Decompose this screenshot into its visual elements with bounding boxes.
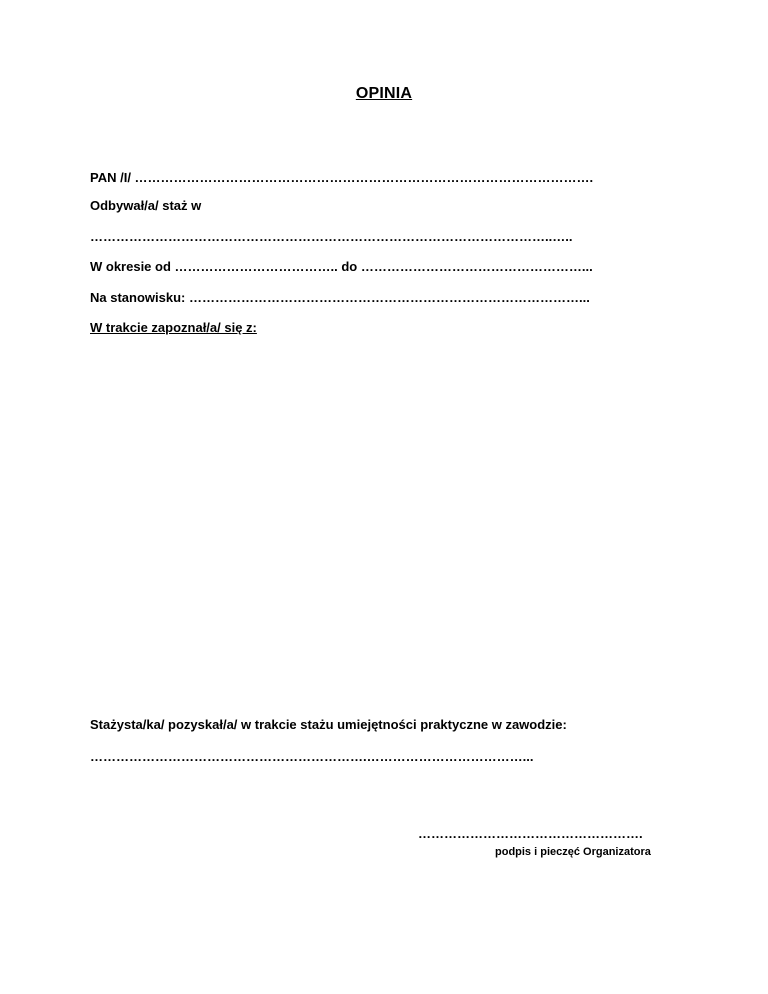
- signature-dots: …………………………………………….: [418, 826, 643, 841]
- period-line: W okresie od ……………………………….. do ……………………………………………...: [90, 259, 593, 274]
- familiarized-heading: W trakcie zapoznał/a/ się z:: [90, 320, 257, 335]
- signature-label: podpis i pieczęć Organizatora: [495, 846, 651, 858]
- placement-dots-line: ……………………………………………………………………………………………..…..: [90, 229, 573, 244]
- skills-dots-line: ……………………………………………………….………………………………...: [90, 749, 534, 764]
- skills-line: Stażysta/ka/ pozyskał/a/ w trakcie stażu umiejętności praktyczne w zawodzie:: [90, 717, 567, 732]
- pan-line: PAN /I/ …………………………………………………………………………………………….: [90, 170, 594, 185]
- position-line: Na stanowisku: ………………………………………………………………………………...: [90, 290, 590, 305]
- document-title: OPINIA: [355, 85, 413, 102]
- odbywal-line: Odbywał/a/ staż w: [90, 198, 202, 213]
